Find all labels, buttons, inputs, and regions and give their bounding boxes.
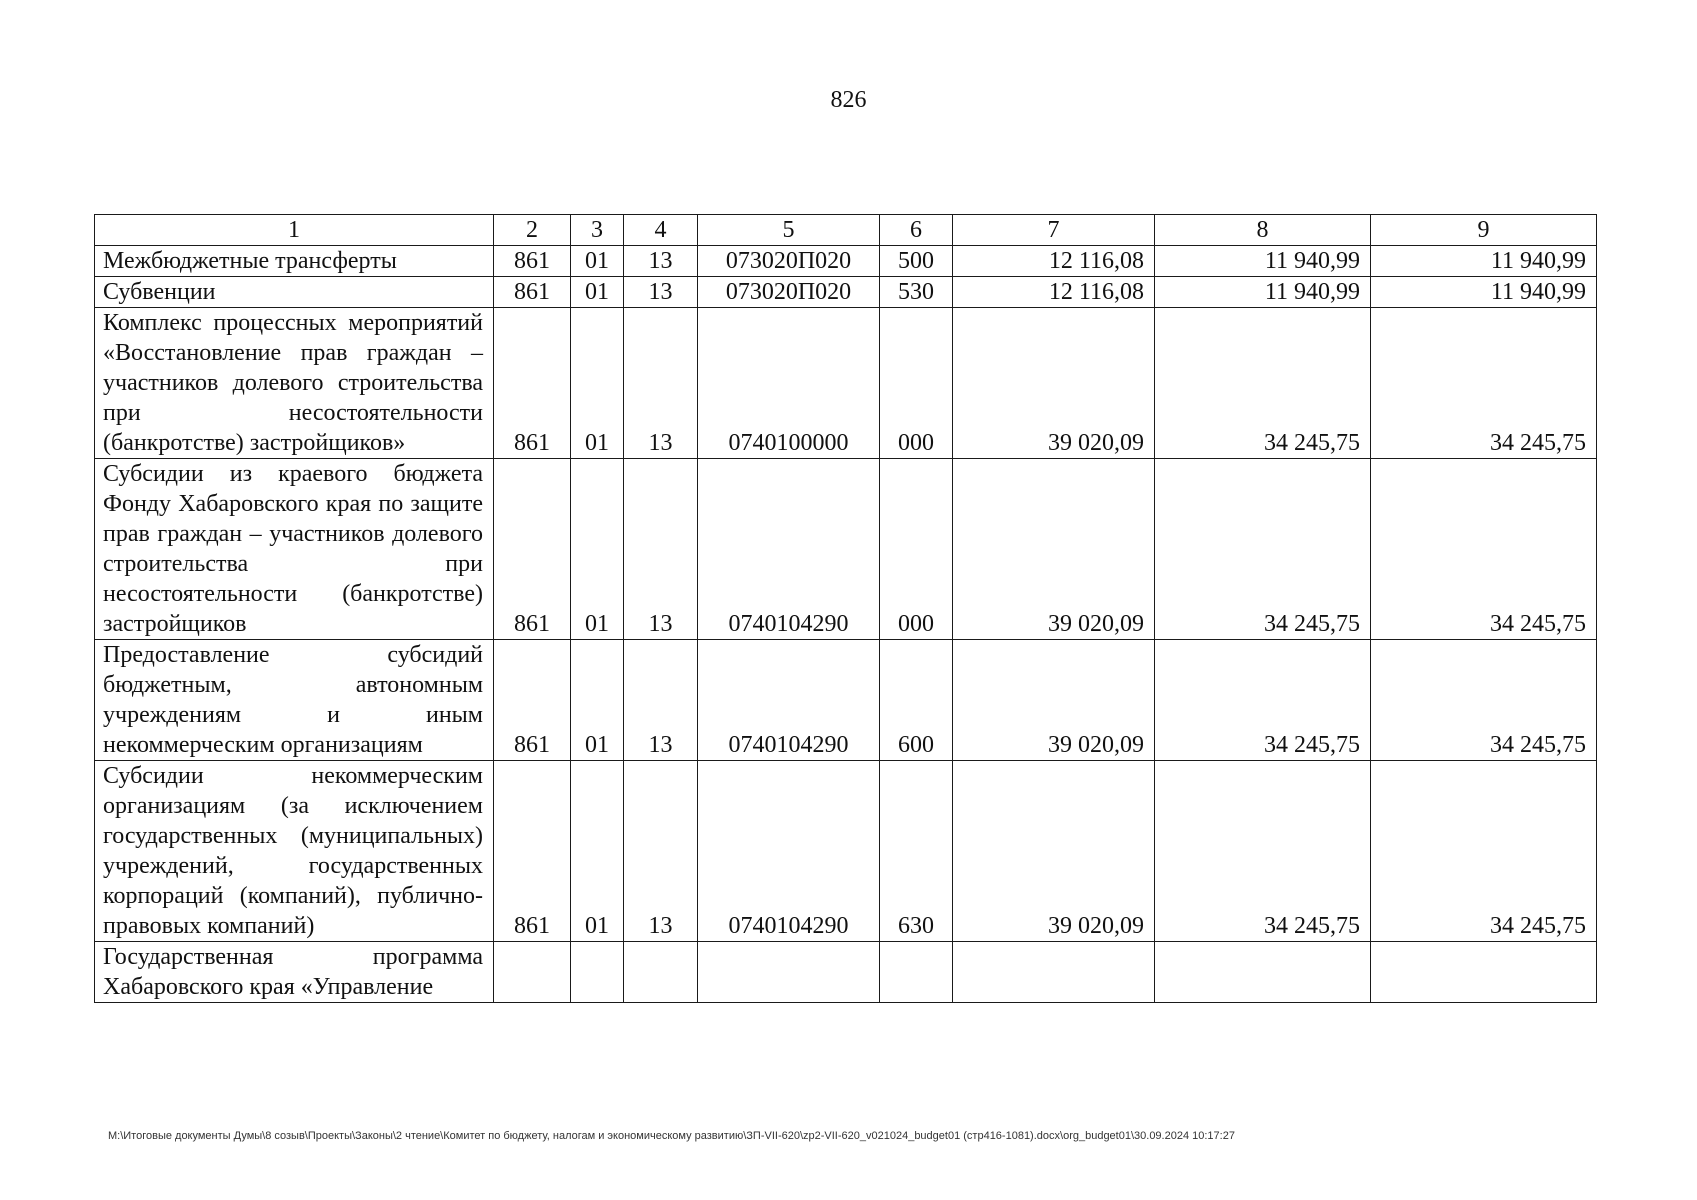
amount-col7 [953, 942, 1155, 1003]
row-name: Субвенции [95, 277, 494, 308]
code-target-article: 073020П020 [698, 246, 880, 277]
code-ministry: 861 [494, 761, 571, 942]
amount-col8 [1155, 942, 1371, 1003]
code-section [571, 942, 624, 1003]
code-ministry: 861 [494, 246, 571, 277]
column-number: 2 [494, 215, 571, 246]
table-row [95, 640, 1597, 761]
code-section: 01 [571, 640, 624, 761]
code-expense-type: 630 [880, 761, 953, 942]
amount-col8: 34 245,75 [1155, 640, 1371, 761]
amount-col9 [1371, 942, 1597, 1003]
amount-col8: 34 245,75 [1155, 761, 1371, 942]
column-number: 5 [698, 215, 880, 246]
row-name: Межбюджетные трансферты [95, 246, 494, 277]
table-row [95, 459, 1597, 640]
code-section: 01 [571, 308, 624, 459]
column-number-row [95, 215, 1597, 246]
row-name: Субсидии из краевого бюджета Фонду Хабаровского края по защите прав граждан – участников долевого строительства при несостоятельности (банкротстве) застройщиков [95, 459, 494, 640]
code-expense-type: 000 [880, 308, 953, 459]
code-expense-type: 500 [880, 246, 953, 277]
table-row [95, 246, 1597, 277]
code-subsection: 13 [624, 640, 698, 761]
amount-col7: 39 020,09 [953, 761, 1155, 942]
table-row [95, 277, 1597, 308]
amount-col8: 11 940,99 [1155, 277, 1371, 308]
amount-col7: 39 020,09 [953, 640, 1155, 761]
code-expense-type: 000 [880, 459, 953, 640]
column-number: 7 [953, 215, 1155, 246]
code-subsection: 13 [624, 459, 698, 640]
code-section: 01 [571, 761, 624, 942]
code-expense-type: 530 [880, 277, 953, 308]
code-ministry: 861 [494, 308, 571, 459]
code-ministry: 861 [494, 277, 571, 308]
code-subsection [624, 942, 698, 1003]
budget-table [94, 214, 1597, 1003]
file-path-footer: M:\Итоговые документы Думы\8 созыв\Проекты\Законы\2 чтение\Комитет по бюджету, налогам и экономическому развитию\ЗП-VII-620\zp2-VII-620_v021024_budget01 (стр416-1081).docx\org_budget01\30.09.2024 10:17:27 [108, 1130, 1235, 1142]
amount-col9: 34 245,75 [1371, 308, 1597, 459]
column-number: 4 [624, 215, 698, 246]
column-number: 9 [1371, 215, 1597, 246]
column-number: 3 [571, 215, 624, 246]
code-target-article [698, 942, 880, 1003]
amount-col7: 12 116,08 [953, 246, 1155, 277]
amount-col7: 39 020,09 [953, 308, 1155, 459]
table-row [95, 942, 1597, 1003]
row-name: Государственная программа Хабаровского края «Управление [95, 942, 494, 1003]
amount-col7: 39 020,09 [953, 459, 1155, 640]
code-target-article: 0740104290 [698, 459, 880, 640]
code-subsection: 13 [624, 761, 698, 942]
code-expense-type [880, 942, 953, 1003]
code-subsection: 13 [624, 308, 698, 459]
amount-col9: 34 245,75 [1371, 640, 1597, 761]
code-expense-type: 600 [880, 640, 953, 761]
amount-col9: 11 940,99 [1371, 246, 1597, 277]
table-row [95, 308, 1597, 459]
code-section: 01 [571, 459, 624, 640]
code-target-article: 073020П020 [698, 277, 880, 308]
code-section: 01 [571, 246, 624, 277]
code-target-article: 0740104290 [698, 761, 880, 942]
amount-col9: 34 245,75 [1371, 459, 1597, 640]
amount-col8: 11 940,99 [1155, 246, 1371, 277]
amount-col9: 34 245,75 [1371, 761, 1597, 942]
table-row [95, 761, 1597, 942]
column-number: 6 [880, 215, 953, 246]
code-target-article: 0740100000 [698, 308, 880, 459]
code-ministry [494, 942, 571, 1003]
code-target-article: 0740104290 [698, 640, 880, 761]
code-ministry: 861 [494, 459, 571, 640]
code-ministry: 861 [494, 640, 571, 761]
column-number: 1 [95, 215, 494, 246]
row-name: Комплекс процессных мероприятий «Восстановление прав граждан – участников долевого строительства при несостоятельности (банкротстве) застройщиков» [95, 308, 494, 459]
code-subsection: 13 [624, 246, 698, 277]
code-subsection: 13 [624, 277, 698, 308]
row-name: Субсидии некоммерческим организациям (за исключением государственных (муниципальных) учреждений, государственных корпораций (компаний), публично-правовых компаний) [95, 761, 494, 942]
amount-col7: 12 116,08 [953, 277, 1155, 308]
column-number: 8 [1155, 215, 1371, 246]
amount-col8: 34 245,75 [1155, 308, 1371, 459]
amount-col8: 34 245,75 [1155, 459, 1371, 640]
row-name: Предоставление субсидий бюджетным, автономным учреждениям и иным некоммерческим организациям [95, 640, 494, 761]
page-number: 826 [830, 87, 867, 113]
code-section: 01 [571, 277, 624, 308]
amount-col9: 11 940,99 [1371, 277, 1597, 308]
